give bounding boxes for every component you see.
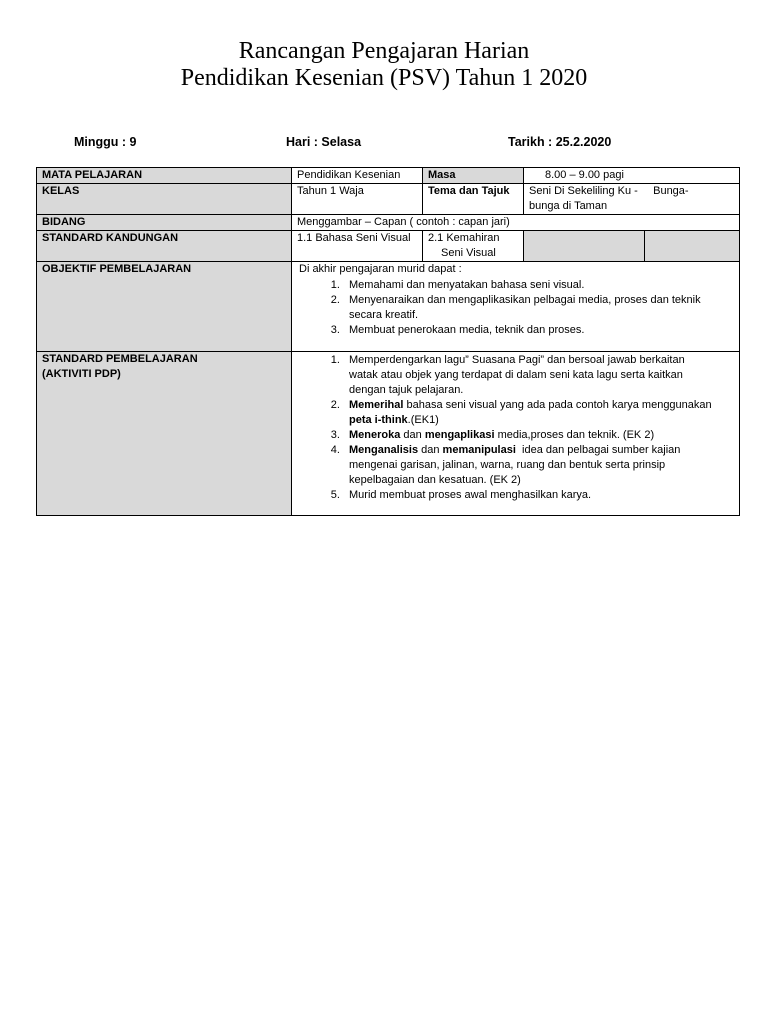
sk-value-2 (423, 231, 524, 262)
list-item: 3. Membuat penerokaan media, teknik dan proses. (343, 323, 734, 338)
lesson-plan-table (36, 167, 740, 516)
sk-value-2-line2: Seni Visual (441, 247, 496, 259)
bidang-label: BIDANG (37, 215, 292, 231)
mata-pelajaran-label: MATA PELAJARAN (37, 168, 292, 184)
sk-empty-cell (524, 231, 645, 262)
standard-pembelajaran-content (292, 352, 740, 516)
list-item: 3. Meneroka dan mengaplikasi media,proses dan teknik. (EK 2) (343, 428, 734, 443)
standard-kandungan-label: STANDARD KANDUNGAN (37, 231, 292, 262)
sk-empty-cell (645, 231, 740, 262)
list-item: 1. Memahami dan menyatakan bahasa seni visual. (343, 278, 734, 293)
minggu-field: Minggu : 9 (74, 135, 137, 149)
bidang-value: Menggambar – Capan ( contoh : capan jari) (292, 215, 740, 231)
masa-label: Masa (423, 168, 524, 184)
objektif-label: OBJEKTIF PEMBELAJARAN (37, 262, 292, 352)
activity-list (297, 353, 734, 503)
kelas-value: Tahun 1 Waja (292, 184, 423, 215)
document-subtitle: Pendidikan Kesenian (PSV) Tahun 1 2020 (180, 65, 588, 91)
list-item: 4. Menganalisis dan memanipulasi idea dan pelbagai sumber kajian mengenai garisan, jalinan, warna, ruang dan bentuk serta prinsip kepelbagaian dan kesatuan. (EK 2) (343, 443, 734, 488)
table-row (37, 231, 740, 262)
table-row (37, 168, 740, 184)
objektif-list (297, 278, 734, 338)
tema-value-line1: Seni Di Sekeliling Ku - Bunga- (529, 185, 689, 197)
tema-value-line2: bunga di Taman (529, 200, 608, 212)
tema-label: Tema dan Tajuk (423, 184, 524, 215)
sp-label-line2: (AKTIVITI PDP) (42, 368, 121, 380)
list-item: 5. Murid membuat proses awal menghasilkan karya. (343, 488, 734, 503)
table-row (37, 262, 740, 352)
document-title: Rancangan Pengajaran Harian (238, 38, 530, 64)
list-item: 2. Menyenaraikan dan mengaplikasikan pelbagai media, proses dan teknik secara kreatif. (343, 293, 734, 323)
mata-pelajaran-value: Pendidikan Kesenian (292, 168, 423, 184)
table-row (37, 184, 740, 215)
sk-value-2-line1: 2.1 Kemahiran (428, 232, 500, 244)
sk-value-1: 1.1 Bahasa Seni Visual (292, 231, 423, 262)
tema-value (524, 184, 740, 215)
table-row (37, 215, 740, 231)
kelas-label: KELAS (37, 184, 292, 215)
sp-label-line1: STANDARD PEMBELAJARAN (42, 353, 198, 365)
list-item: 1. Memperdengarkan lagu” Suasana Pagi” dan bersoal jawab berkaitan watak atau objek yang terdapat di dalam seni kata lagu serta kaitkan dengan tajuk pelajaran. (343, 353, 734, 398)
table-row (37, 352, 740, 516)
hari-field: Hari : Selasa (286, 135, 362, 149)
objektif-content (292, 262, 740, 352)
masa-value: 8.00 – 9.00 pagi (524, 168, 740, 184)
list-item: 2. Memerihal bahasa seni visual yang ada pada contoh karya menggunakan peta i-think.(EK1) (343, 398, 734, 428)
tarikh-field: Tarikh : 25.2.2020 (508, 135, 612, 149)
objektif-intro: Di akhir pengajaran murid dapat : (299, 263, 462, 275)
standard-pembelajaran-label (37, 352, 292, 516)
